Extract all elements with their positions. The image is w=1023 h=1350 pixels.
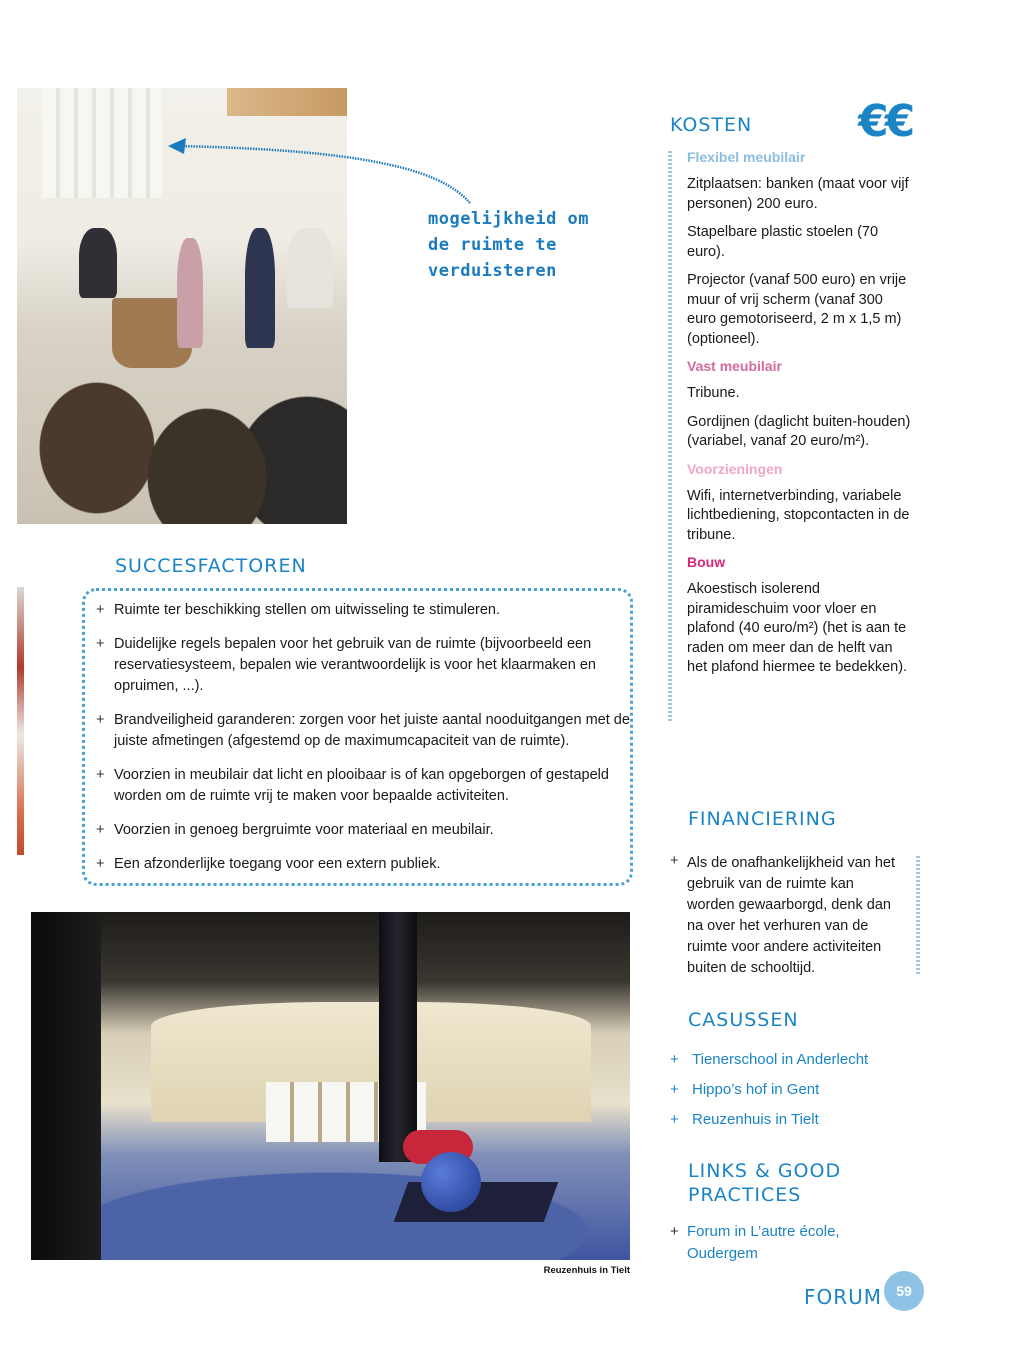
list-item-text: Voorzien in meubilair dat licht en plooibaar is of kan opgeborgen of gestapeld worden om de ruimte vrij te maken voor bepaalde activiteiten. <box>114 767 609 804</box>
case-link-reuzenhuis[interactable] <box>670 1109 868 1131</box>
case-link-hippos-hof[interactable] <box>670 1079 868 1101</box>
links-heading-line: PRACTICES <box>688 1184 802 1206</box>
plus-icon: + <box>670 1081 679 1098</box>
kosten-content <box>687 149 913 687</box>
gym-hall-photo <box>31 912 630 1260</box>
list-item <box>96 854 632 875</box>
page-number-badge: 59 <box>884 1271 924 1311</box>
black-drape <box>379 912 417 1162</box>
casussen-list <box>670 1049 868 1139</box>
plus-icon: + <box>96 822 105 838</box>
plus-icon: + <box>670 1223 679 1240</box>
blue-gym-ball <box>421 1152 481 1212</box>
case-link-label: Hippo’s hof in Gent <box>692 1081 820 1098</box>
kosten-paragraph: Gordijnen (daglicht buiten-houden) (variabel, vanaf 20 euro/m²). <box>687 413 911 449</box>
list-item <box>96 820 632 841</box>
section-label: FORUM <box>804 1285 883 1309</box>
darkening-annotation <box>428 206 598 284</box>
financiering-dotted-rule <box>916 856 920 974</box>
plus-icon: + <box>670 853 679 869</box>
links-list <box>670 1221 870 1273</box>
subheading-bouw: Bouw <box>687 554 726 570</box>
succesfactoren-heading: SUCCESFACTOREN <box>115 555 307 577</box>
list-item <box>96 600 632 621</box>
plus-icon: + <box>670 1111 679 1128</box>
subheading-vast-meubilair: Vast meubilair <box>687 358 782 374</box>
annotation-arrow-icon <box>160 128 480 208</box>
financiering-text: Als de onafhankelijkheid van het gebruik van de ruimte kan worden gewaarborgd, denk dan na over het verhuren van de ruimte voor andere activiteiten buiten de schooltijd. <box>687 855 895 976</box>
good-practice-label: Forum in L’autre école, Oudergem <box>687 1223 840 1262</box>
plus-icon: + <box>96 712 105 728</box>
child-figure <box>245 228 275 348</box>
case-link-tienerschool[interactable] <box>670 1049 868 1071</box>
kosten-paragraph: Tribune. <box>687 385 740 401</box>
subheading-flexibel-meubilair: Flexibel meubilair <box>687 149 806 165</box>
good-practice-link[interactable] <box>670 1221 870 1265</box>
wall-banner <box>227 88 347 116</box>
adult-figure <box>79 228 117 298</box>
plus-icon: + <box>670 1051 679 1068</box>
list-item <box>96 634 632 697</box>
case-link-label: Tienerschool in Anderlecht <box>692 1051 869 1068</box>
plus-icon: + <box>96 636 105 652</box>
financiering-heading: FINANCIERING <box>688 808 837 830</box>
kosten-paragraph: Zitplaatsen: banken (maat voor vijf personen) 200 euro. <box>687 176 909 212</box>
links-heading <box>688 1159 841 1207</box>
kosten-paragraph: Wifi, internetverbinding, variabele lichtbediening, stopcontacten in de tribune. <box>687 487 910 543</box>
annotation-line: mogelijkheid om <box>428 209 590 229</box>
list-item-text: Duidelijke regels bepalen voor het gebruik van de ruimte (bijvoorbeeld een reservatiesysteem, bepalen wie verantwoordelijk is voor het klaarmaken en opruimen, ...). <box>114 636 596 694</box>
adult-figure <box>287 228 333 308</box>
list-item-text: Ruimte ter beschikking stellen om uitwisseling te stimuleren. <box>114 602 501 618</box>
links-heading-line: LINKS & GOOD <box>688 1160 842 1182</box>
kosten-paragraph: Akoestisch isolerend piramideschuim voor vloer en plafond (40 euro/m²) (het is aan te raden om meer dan de helft van het plafond hiermee te bedekken). <box>687 581 908 675</box>
plus-icon: + <box>96 856 105 872</box>
kosten-paragraph: Projector (vanaf 500 euro) en vrije muur of vrij scherm (vanaf 300 euro gemotoriseerd, 2 m x 1,5 m) (optioneel). <box>687 272 907 347</box>
kosten-heading: KOSTEN <box>670 114 753 136</box>
subheading-voorzieningen: Voorzieningen <box>687 460 783 477</box>
list-item <box>96 765 632 807</box>
photo-caption: Reuzenhuis in Tielt <box>543 1265 630 1276</box>
annotation-line: de ruimte te <box>428 235 557 255</box>
cost-indicator: €€ <box>858 96 912 147</box>
annotation-line: verduisteren <box>428 261 557 281</box>
plus-icon: + <box>96 767 105 783</box>
child-figure <box>177 238 203 348</box>
kosten-dotted-rule <box>668 151 672 723</box>
list-item-text: Een afzonderlijke toegang voor een extern publiek. <box>114 856 441 872</box>
edge-photo-strip <box>17 587 24 855</box>
succesfactoren-list <box>96 600 632 888</box>
list-item <box>96 710 632 752</box>
casussen-heading: CASUSSEN <box>688 1009 799 1031</box>
black-drape <box>31 912 101 1260</box>
list-item-text: Brandveiligheid garanderen: zorgen voor het juiste aantal nooduitgangen met de juiste afmetingen (afgestemd op de maximumcapaciteit van de ruimte). <box>114 712 630 749</box>
case-link-label: Reuzenhuis in Tielt <box>692 1111 819 1128</box>
plus-icon: + <box>96 602 105 618</box>
white-curtain <box>42 88 162 198</box>
kosten-paragraph: Stapelbare plastic stoelen (70 euro). <box>687 224 879 260</box>
list-item-text: Voorzien in genoeg bergruimte voor materiaal en meubilair. <box>114 822 494 838</box>
